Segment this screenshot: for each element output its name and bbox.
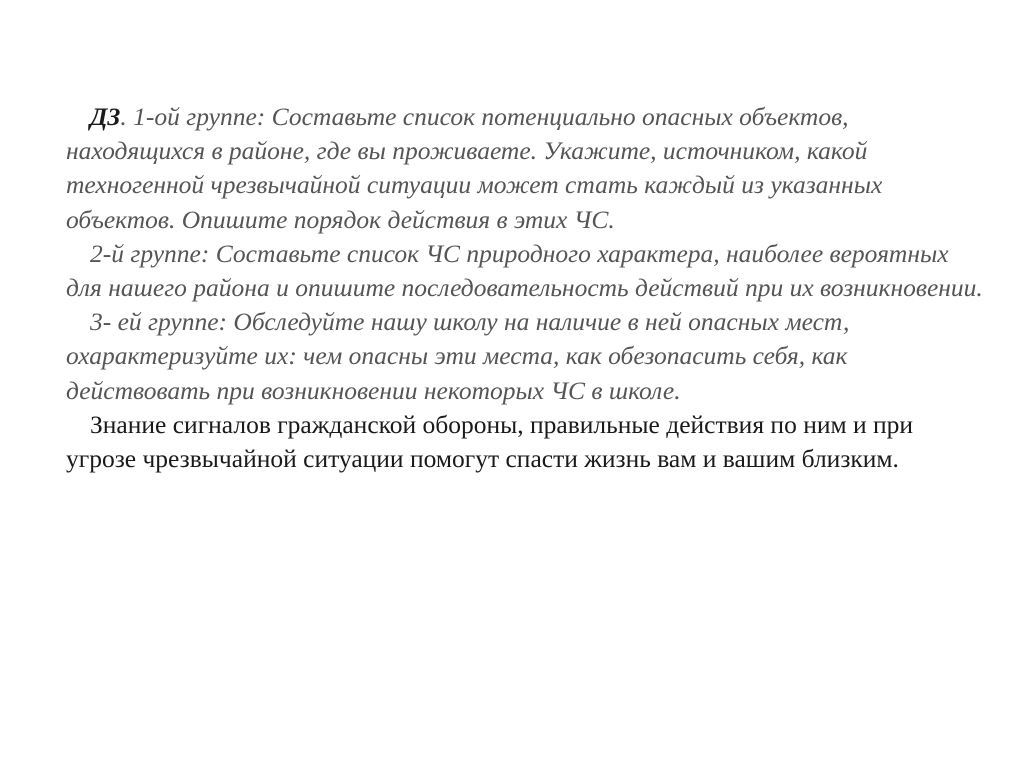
homework-label: ДЗ bbox=[90, 102, 121, 131]
homework-group1-text: . 1-ой группе: Составьте список потенциально опасных объектов, находящихся в районе, где вы проживаете. Укажите, источником, какой техногенной чрезвычайной ситуации может стать каждый из указанных объектов. Опишите порядок действия в этих ЧС. bbox=[66, 102, 883, 234]
homework-group1-paragraph bbox=[66, 100, 986, 237]
closing-text: Знание сигналов гражданской обороны, правильные действия по ним и при угрозе чрезвычайной ситуации помогут спасти жизнь вам и вашим близким. bbox=[66, 409, 914, 474]
homework-group2-paragraph bbox=[66, 237, 986, 305]
slide-text-block bbox=[66, 100, 986, 476]
homework-group3-paragraph bbox=[66, 305, 986, 408]
homework-group2-text: 2-й группе: Составьте список ЧС природного характера, наиболее вероятных для нашего района и опишите последовательность действий при их возникновении. bbox=[66, 238, 983, 303]
closing-paragraph bbox=[66, 408, 986, 476]
homework-group3-text: 3- ей группе: Обследуйте нашу школу на наличие в ней опасных мест, охарактеризуйте их: чем опасны эти места, как обезопасить себя, как действовать при возникновении некоторых ЧС в школе. bbox=[66, 307, 850, 405]
